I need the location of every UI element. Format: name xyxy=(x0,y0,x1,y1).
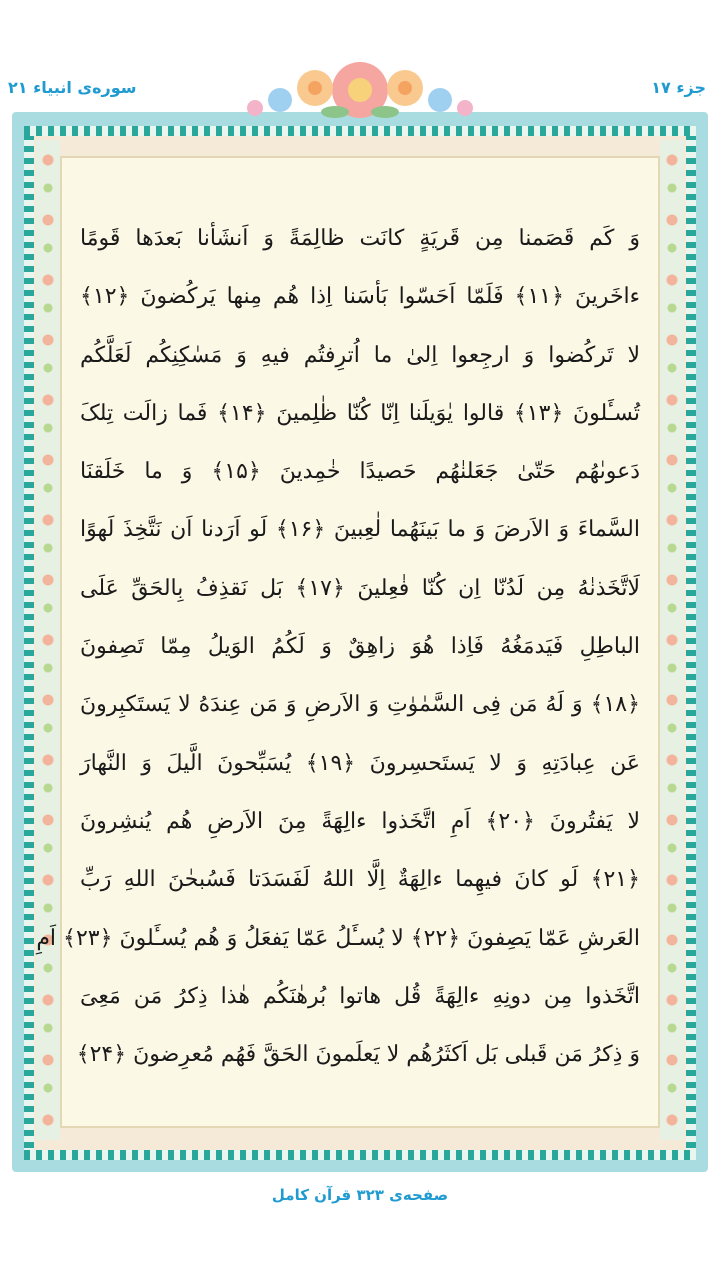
verse-lines xyxy=(36,210,658,1084)
floral-ornament-icon xyxy=(220,50,500,130)
verse-line: عَن عِبادَتِهِ وَ لا یَستَحسِرونَ ﴿۱۹﴾ یُسَبِّحونَ الَّیلَ وَ النَّهارَ xyxy=(80,750,640,776)
page-number-footer: صفحه‌ی ۳۲۳ قرآن کامل xyxy=(271,1186,449,1204)
surah-label: سوره‌ی انبیاء ۲۱ xyxy=(8,78,137,97)
verse-line: لا یَفتُرونَ ﴿۲۰﴾ اَمِ اتَّخَذوا ءالِهَةً مِنَ الاَرضِ هُم یُنشِرونَ xyxy=(80,808,641,834)
status-bar xyxy=(0,0,720,36)
verse-line: تُسـَٔلونَ ﴿۱۳﴾ قالوا یٰوَیلَنا اِنّا کُنّا ظٰلِمینَ ﴿۱۴﴾ فَما زالَت تِلکَ xyxy=(80,400,641,426)
verse-line: لَاتَّخَذنٰهُ مِن لَدُنّا اِن کُنّا فٰعِلینَ ﴿۱۷﴾ بَل نَقذِفُ بِالحَقِّ عَلَی xyxy=(80,575,641,601)
verse-line: دَعوىٰهُم حَتّیٰ جَعَلنٰهُم حَصیدًا خٰمِدینَ ﴿۱۵﴾ وَ ما خَلَقنَا xyxy=(80,459,640,485)
verse-line: اتَّخَذوا مِن دونِهِ ءالِهَةً قُل هاتوا بُرهٰنَکُم هٰذا ذِکرُ مَن مَعِیَ xyxy=(80,983,640,1009)
verse-line: ﴿۱۸﴾ وَ لَهُ مَن فِی السَّمٰوٰتِ وَ الاَرضِ وَ مَن عِندَهُ لا یَستَکبِرونَ xyxy=(80,692,640,718)
floral-border-right xyxy=(660,140,684,1140)
verse-line: ﴿۲۱﴾ لَو کانَ فیهِما ءالِهَةٌ اِلَّا اللهُ لَفَسَدَتا فَسُبحٰنَ اللهِ رَبِّ xyxy=(80,867,640,893)
verse-line: العَرشِ عَمّا یَصِفونَ ﴿۲۲﴾ لا یُسـَٔلُ عَمّا یَفعَلُ وَ هُم یُسـَٔلونَ ﴿۲۳﴾ اَمِ xyxy=(36,925,640,951)
verse-line: لا تَرکُضوا وَ ارجِعوا اِلیٰ ما اُترِفتُم فیهِ وَ مَسٰکِنِکُم لَعَلَّکُم xyxy=(80,342,640,368)
juz-label: جزء ۱۷ xyxy=(651,78,706,97)
verse-line: السَّماءَ وَ الاَرضَ وَ ما بَینَهُما لٰعِبینَ ﴿۱۶﴾ لَو اَرَدنا اَن نَتَّخِذَ لَهوًا xyxy=(80,517,640,543)
verse-line: ءاخَرینَ ﴿۱۱﴾ فَلَمّا اَحَسّوا بَأسَنا اِذا هُم مِنها یَرکُضونَ ﴿۱۲﴾ xyxy=(80,284,641,310)
verse-line: وَ ذِکرُ مَن قَبلی بَل اَکثَرُهُم لا یَعلَمونَ الحَقَّ فَهُم مُعرِضونَ ﴿۲۴﴾ xyxy=(76,1042,640,1068)
floral-border-left xyxy=(36,140,60,1140)
verse-line: الباطِلِ فَیَدمَغُهُ فَاِذا هُوَ زاهِقٌ وَ لَکُمُ الوَیلُ مِمّا تَصِفونَ xyxy=(80,634,640,660)
verse-panel xyxy=(36,156,660,1128)
verse-line: وَ کَم قَصَمنا مِن قَریَةٍ کانَت ظالِمَةً وَ اَنشَأنا بَعدَها قَومًا xyxy=(80,226,640,251)
